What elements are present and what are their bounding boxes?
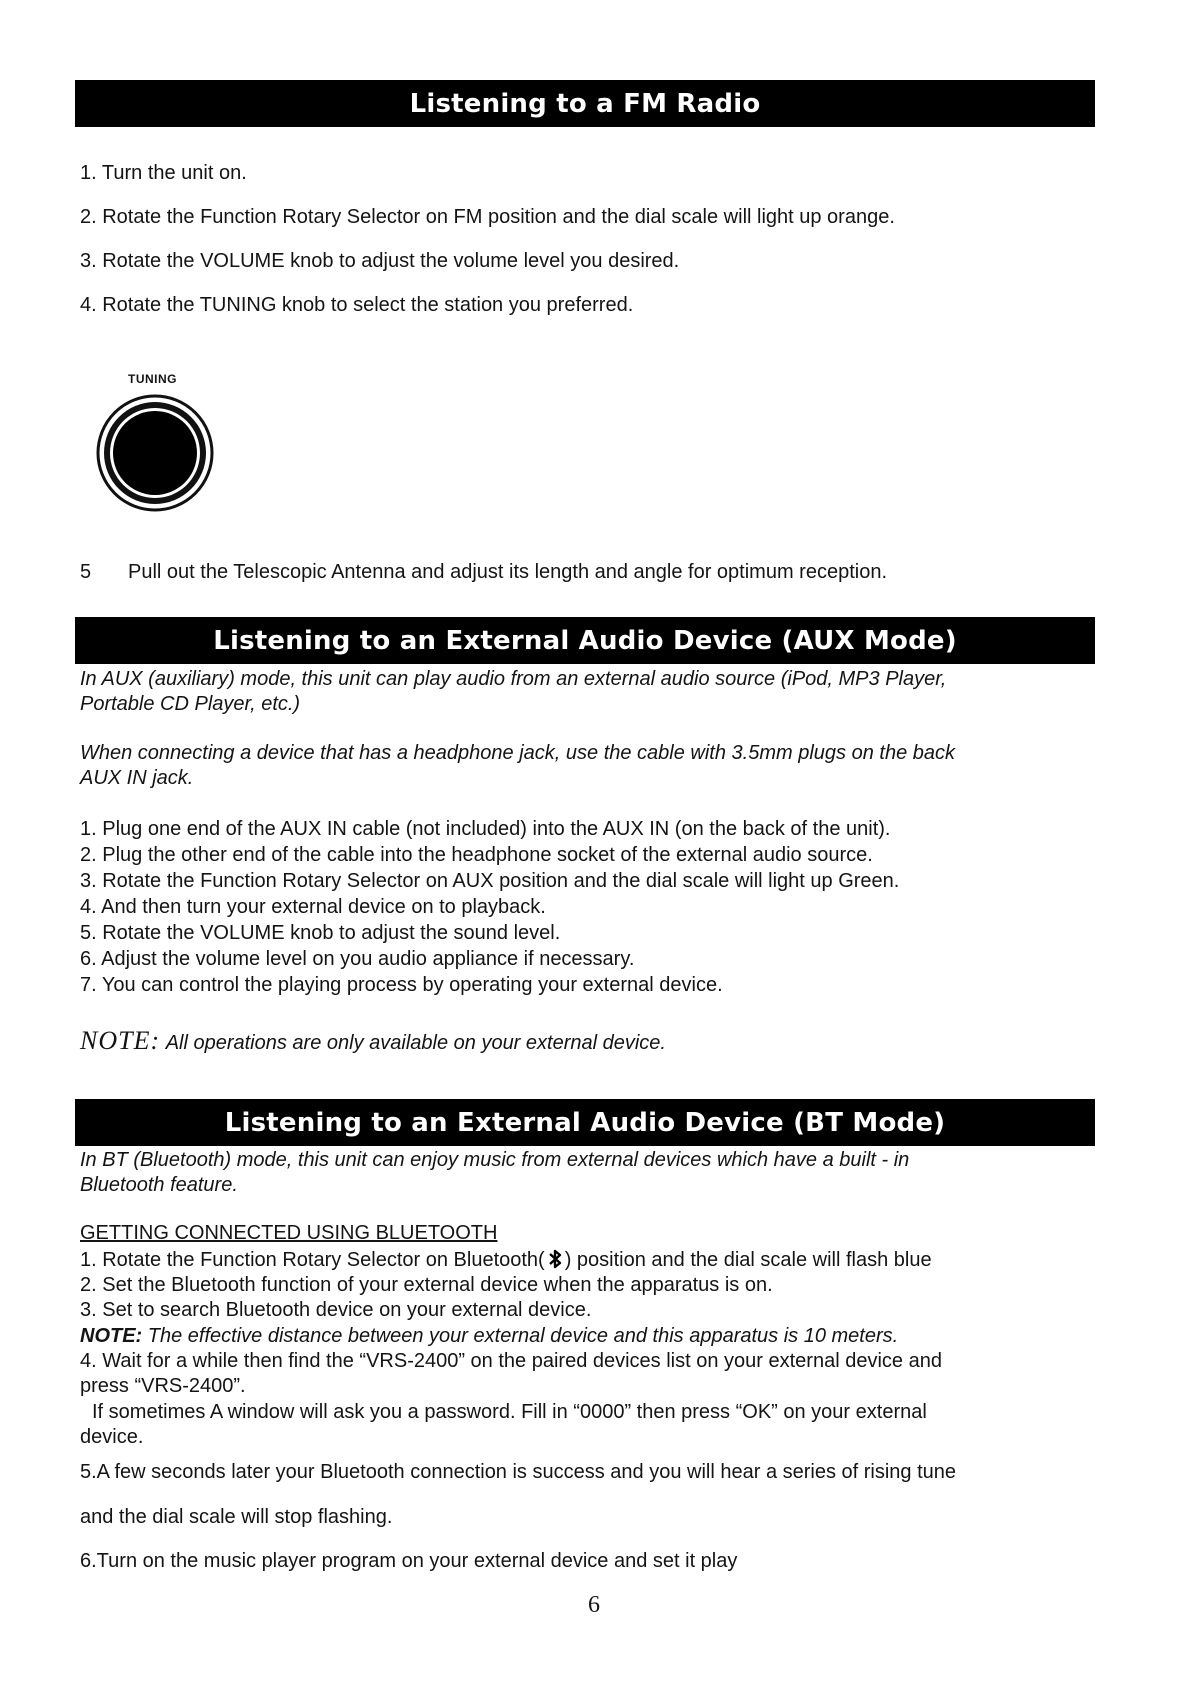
bt-step-6: 6.Turn on the music player program on your external device and set it play: [80, 1550, 738, 1572]
bt-step-3: 3. Set to search Bluetooth device on your external device.: [80, 1299, 592, 1321]
bt-section-header: Listening to an External Audio Device (BT Mode): [75, 1099, 1095, 1146]
bt-step-4-line-2: press “VRS-2400”.: [80, 1375, 246, 1397]
aux-intro-line-2: Portable CD Player, etc.): [80, 693, 301, 715]
fm-step-3: 3. Rotate the VOLUME knob to adjust the volume level you desired.: [80, 250, 680, 272]
page-number: 6: [588, 1592, 600, 1618]
bt-step-5-line-2: and the dial scale will stop flashing.: [80, 1506, 393, 1528]
aux-step-3: 3. Rotate the Function Rotary Selector on AUX position and the dial scale will light up Green.: [80, 870, 900, 892]
bluetooth-icon: [545, 1248, 565, 1270]
fm-step-5-number: 5: [80, 561, 92, 583]
aux-connect-line-2: AUX IN jack.: [80, 767, 194, 789]
bt-step-4-line-1: 4. Wait for a while then find the “VRS-2400” on the paired devices list on your external device and: [80, 1350, 942, 1372]
aux-step-6: 6. Adjust the volume level on you audio appliance if necessary.: [80, 948, 635, 970]
bt-intro-line-1: In BT (Bluetooth) mode, this unit can enjoy music from external devices which have a built - in: [80, 1149, 910, 1171]
aux-note-text: All operations are only available on your external device.: [165, 1032, 666, 1054]
aux-step-7: 7. You can control the playing process by operating your external device.: [80, 974, 723, 996]
fm-step-5: Pull out the Telescopic Antenna and adjust its length and angle for optimum reception.: [128, 561, 888, 583]
aux-step-2: 2. Plug the other end of the cable into the headphone socket of the external audio source.: [80, 844, 873, 866]
bt-step-1: [80, 1248, 932, 1272]
aux-note-label: NOTE:: [80, 1026, 161, 1055]
fm-step-2: 2. Rotate the Function Rotary Selector on FM position and the dial scale will light up orange.: [80, 206, 895, 228]
bt-subheading: GETTING CONNECTED USING BLUETOOTH: [80, 1222, 498, 1244]
bt-step-1-part-a: 1. Rotate the Function Rotary Selector on Bluetooth(: [80, 1249, 545, 1271]
bt-password-line-1: If sometimes A window will ask you a password. Fill in “0000” then press “OK” on your external: [92, 1401, 927, 1423]
fm-step-4: 4. Rotate the TUNING knob to select the station you preferred.: [80, 294, 634, 316]
aux-section-header: Listening to an External Audio Device (AUX Mode): [75, 617, 1095, 664]
bt-intro-line-2: Bluetooth feature.: [80, 1174, 238, 1196]
bt-step-1-part-b: ) position and the dial scale will flash blue: [564, 1249, 932, 1271]
bt-step-5-line-1: 5.A few seconds later your Bluetooth connection is success and you will hear a series of rising tune: [80, 1461, 957, 1483]
aux-step-1: 1. Plug one end of the AUX IN cable (not included) into the AUX IN (on the back of the unit).: [80, 818, 891, 840]
bt-note: [80, 1325, 898, 1348]
fm-section-header: Listening to a FM Radio: [75, 80, 1095, 127]
aux-step-5: 5. Rotate the VOLUME knob to adjust the sound level.: [80, 922, 561, 944]
bt-password-line-2: device.: [80, 1426, 144, 1448]
aux-intro-line-1: In AUX (auxiliary) mode, this unit can play audio from an external audio source (iPod, MP3 Player,: [80, 668, 947, 690]
aux-note: [80, 1026, 666, 1056]
fm-step-1: 1. Turn the unit on.: [80, 162, 247, 184]
bt-note-label: NOTE:: [80, 1325, 143, 1347]
tuning-knob-label: TUNING: [128, 372, 177, 386]
tuning-knob-icon: [95, 393, 215, 513]
bt-note-text: The effective distance between your external device and this apparatus is 10 meters.: [147, 1325, 899, 1347]
aux-step-4: 4. And then turn your external device on to playback.: [80, 896, 546, 918]
bt-step-2: 2. Set the Bluetooth function of your external device when the apparatus is on.: [80, 1274, 773, 1296]
aux-connect-line-1: When connecting a device that has a headphone jack, use the cable with 3.5mm plugs on the back: [80, 742, 955, 764]
